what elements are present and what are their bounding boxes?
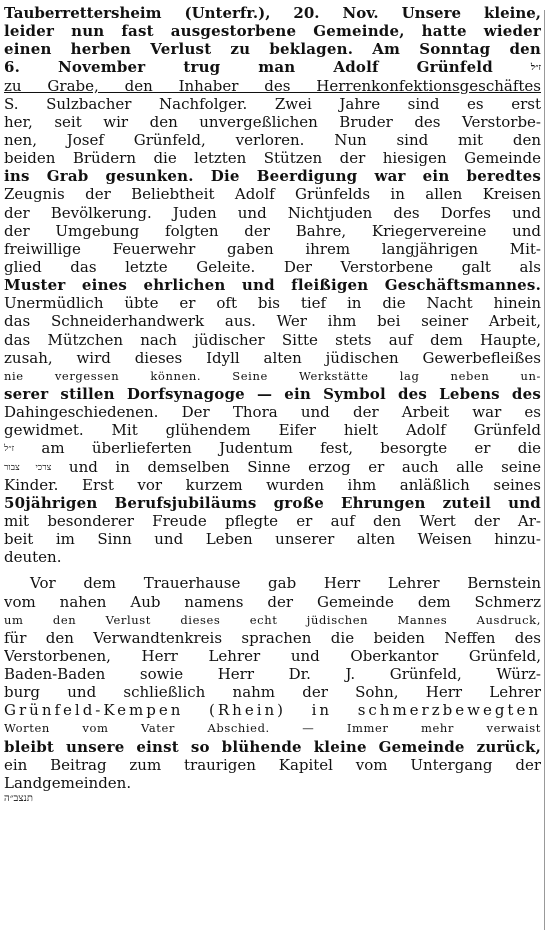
hebrew-abbreviation: ז״ל <box>530 63 541 74</box>
hebrew-phrase: צרכי צבור <box>4 462 52 473</box>
paragraph-gap <box>4 566 541 574</box>
text-line: S. Sulzbacher Nachfolger. Zwei Jahre sind es erst <box>4 94 541 113</box>
text-line: zusah, wird dieses Idyll alten jüdischen Gewerbefleißes <box>4 348 541 367</box>
text-line: 6. November trug man Adolf Grünfeld <box>4 58 493 77</box>
text-line: Unermüdlich übte er oft bis tief in die Nacht hinein <box>4 294 541 313</box>
text-line: das Schneiderhandwerk aus. Wer ihm bei seiner Arbeit, <box>4 312 541 331</box>
hebrew-abbreviation: ז״ל <box>4 444 15 455</box>
text-line: Dahingeschiedenen. Der Thora und der Arbeit war es <box>4 403 541 422</box>
underlined-text: zu Grabe, den Inhaber des Herrenkonfektionsgeschäftes <box>4 76 541 95</box>
text-line: um den Verlust dieses echt jüdischen Mannes Ausdruck, <box>4 612 541 627</box>
text-line: einen herben Verlust zu beklagen. Am Sonntag den <box>4 40 541 59</box>
text-line-with-hebrew <box>4 458 541 476</box>
text-line: Grünfeld-Kempen (Rhein) in schmerzbewegten <box>4 701 541 720</box>
text-line: freiwillige Feuerwehr gaben ihrem langjährigen Mit- <box>4 239 541 258</box>
text-line: Verstorbenen, Herr Lehrer und Oberkantor Grünfeld, <box>4 646 541 665</box>
hebrew-signoff: תנצב״ה <box>4 793 33 805</box>
text-line-with-name <box>4 58 541 76</box>
text-line: deuten. <box>4 548 62 567</box>
text-line: serer stillen Dorfsynagoge — ein Symbol des Lebens des <box>4 384 541 403</box>
obituary-article <box>4 4 541 806</box>
text-line: ein Beitrag zum traurigen Kapitel vom Untergang der <box>4 755 541 774</box>
text-line: ins Grab gesunken. Die Beerdigung war ein beredtes <box>4 167 541 186</box>
text-line: 50jährigen Berufsjubiläums große Ehrungen zuteil und <box>4 493 541 512</box>
text-line-with-hebrew <box>4 439 541 457</box>
text-line: der Umgebung folgten der Bahre, Kriegervereine und <box>4 221 541 240</box>
text-line: der Bevölkerung. Juden und Nichtjuden des Dorfes und <box>4 203 541 222</box>
text-line: vom nahen Aub namens der Gemeinde dem Schmerz <box>4 592 541 611</box>
column-rule <box>544 10 545 930</box>
text-line: beit im Sinn und Leben unserer alten Weisen hinzu- <box>4 530 541 549</box>
text-line: für den Verwandtenkreis sprachen die beiden Neffen des <box>4 628 541 647</box>
text-line: das Mützchen nach jüdischer Sitte stets auf dem Haupte, <box>4 330 541 349</box>
text-line: mit besonderer Freude pflegte er auf den Wert der Ar- <box>4 511 541 530</box>
text-line: und in demselben Sinne erzog er auch alle seine <box>68 457 541 476</box>
text-line: nen, Josef Grünfeld, verloren. Nun sind mit den <box>4 130 541 149</box>
text-line: glied das letzte Geleite. Der Verstorbene galt als <box>4 257 541 276</box>
paragraph-1 <box>4 4 541 566</box>
text-line <box>4 77 541 95</box>
text-line: Kinder. Erst vor kurzem wurden ihm anläßlich seines <box>4 475 541 494</box>
paragraph-2 <box>4 574 541 792</box>
text-line: Muster eines ehrlichen und fleißigen Geschäftsmannes. <box>4 276 541 295</box>
dateline: Tauberrettersheim (Unterfr.), 20. Nov. Unsere kleine, <box>4 4 541 22</box>
text-line: bleibt unsere einst so blühende kleine Gemeinde zurück, <box>4 737 541 756</box>
text-line: nie vergessen können. Seine Werkstätte lag neben un- <box>4 368 541 383</box>
text-line: beiden Brüdern die letzten Stützen der hiesigen Gemeinde <box>4 149 541 168</box>
text-line: her, seit wir den unvergeßlichen Bruder des Verstorbe- <box>4 112 541 131</box>
text-line: am überlieferten Judentum fest, besorgte er die <box>41 439 541 458</box>
text-line: Worten vom Vater Abschied. — Immer mehr verwaist <box>4 721 541 736</box>
text-line: Landgemeinden. <box>4 773 132 792</box>
text-line: burg und schließlich nahm der Sohn, Herr Lehrer <box>4 683 541 702</box>
text-line: gewidmet. Mit glühendem Eifer hielt Adolf Grünfeld <box>4 421 541 440</box>
text-line: Baden-Baden sowie Herr Dr. J. Grünfeld, Würz- <box>4 665 541 684</box>
text-line: leider nun fast ausgestorbene Gemeinde, hatte wieder <box>4 22 541 41</box>
text-line: Zeugnis der Beliebtheit Adolf Grünfelds in allen Kreisen <box>4 185 541 204</box>
text-line: Vor dem Trauerhause gab Herr Lehrer Bernstein <box>30 574 541 593</box>
